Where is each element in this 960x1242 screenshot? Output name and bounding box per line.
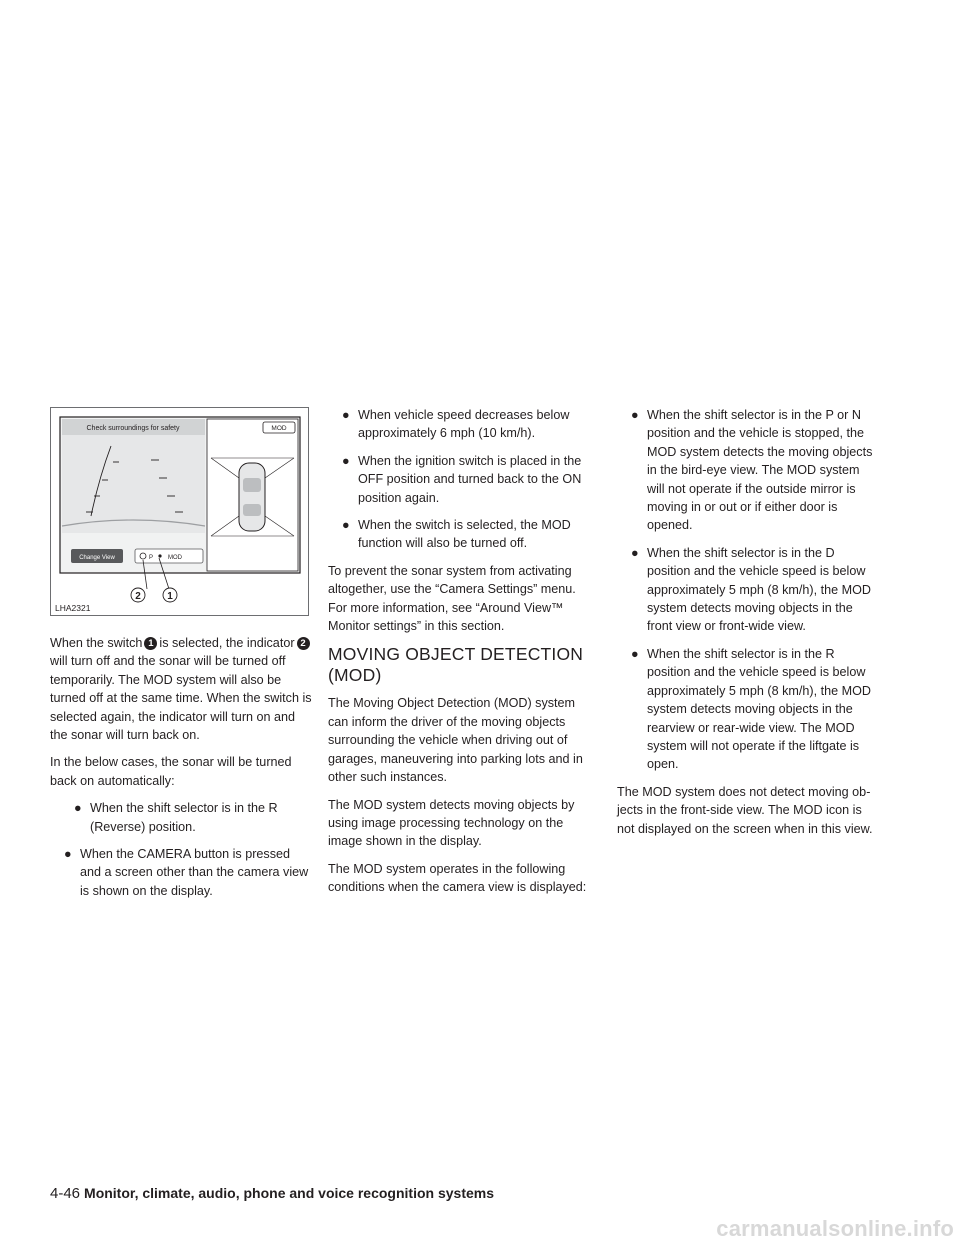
svg-text:1: 1 — [167, 591, 173, 602]
list-item: ● When the shift selector is in the P or N position and the vehicle is stopped, the MOD system detects the moving objects in the bird-eye view. The MOD system will not operate if the outside mirror is moving in or out or if either door is opened. — [631, 408, 873, 533]
column-3 — [617, 406, 880, 847]
car-top-view-icon — [239, 463, 265, 531]
page-footer — [50, 1185, 494, 1202]
column-1 — [50, 634, 312, 909]
paragraph-mod-detect: The MOD system detects moving objects by using image processing technology on the image shown in the display. — [328, 797, 575, 849]
camera-display-illustration — [51, 408, 308, 615]
paragraph-mod-conditions: The MOD system operates in the following conditions when the camera view is displayed: — [328, 861, 587, 895]
chapter-title: Monitor, climate, audio, phone and voice recognition systems — [84, 1185, 494, 1201]
page-number: 4-46 — [50, 1185, 81, 1202]
switch-label: P — [149, 555, 154, 561]
list-item: ● When the switch is selected, the MOD function will also be turned off. — [342, 518, 571, 551]
rear-camera-view — [62, 419, 205, 533]
marker-1: 1 — [144, 637, 157, 650]
paragraph-switch-intro: When the switch 1 is selected, the indicator 2will turn off and the sonar will be turned off temporarily. The MOD system will also be turned off at the same time. When the switch is selected again, the indicator will turn on and the sonar will turn back on. — [50, 636, 312, 743]
list-item: ● When the shift selector is in the R position and the vehicle speed is below approximately 5 mph (8 km/h), the MOD system detects moving objects in the rearview or rear-wide view. The MOD system will not operate if the liftgate is open. — [631, 646, 871, 772]
list-item: ● When the CAMERA button is pressed and a screen other than the camera view is shown on the display. — [64, 847, 309, 898]
svg-text:2: 2 — [135, 591, 141, 602]
watermark: carmanualsonline.info — [716, 1216, 954, 1241]
paragraph-camera-settings: To prevent the sonar system from activating altogether, use the “Camera Settings” menu. For more information, see “Around View™ Monitor settings” in this section. — [328, 563, 576, 634]
paragraph-mod-intro: The Moving Object Detection (MOD) system can inform the driver of the moving objects surrounding the vehicle when driving out of garages, maneuvering into parking lots and in other such instances. — [328, 696, 583, 785]
list-item: ● When the shift selector is in the D position and the vehicle speed is below approximately 5 mph (8 km/h), the MOD system detects moving objects in the front view or front-wide view. — [631, 545, 871, 634]
mod-badge-text: MOD — [271, 425, 287, 432]
column-2 — [328, 406, 589, 906]
marker-2: 2 — [297, 637, 310, 650]
section-heading: MOVING OBJECT DETECTION (MOD) — [328, 644, 584, 686]
list-item: ● When the ignition switch is placed in the OFF position and turned back to the ON position again. — [342, 453, 582, 505]
paragraph-auto-on: In the below cases, the sonar will be turned back on automatically: — [50, 755, 292, 788]
switch-mod-label: MOD — [168, 555, 182, 561]
list-item: ● When the shift selector is in the R (Reverse) position. — [74, 801, 278, 834]
paragraph-front-side: The MOD system does not detect moving objects in the front-side view. The MOD icon is not displayed on the screen when in this view. — [617, 784, 873, 836]
banner-text: Check surroundings for safety — [86, 425, 180, 432]
change-view-label: Change View — [79, 555, 115, 561]
figure-camera-display — [50, 407, 309, 616]
list-item: ● When vehicle speed decreases below approximately 6 mph (10 km/h). — [342, 408, 570, 441]
figure-code: LHA2321 — [55, 603, 91, 613]
